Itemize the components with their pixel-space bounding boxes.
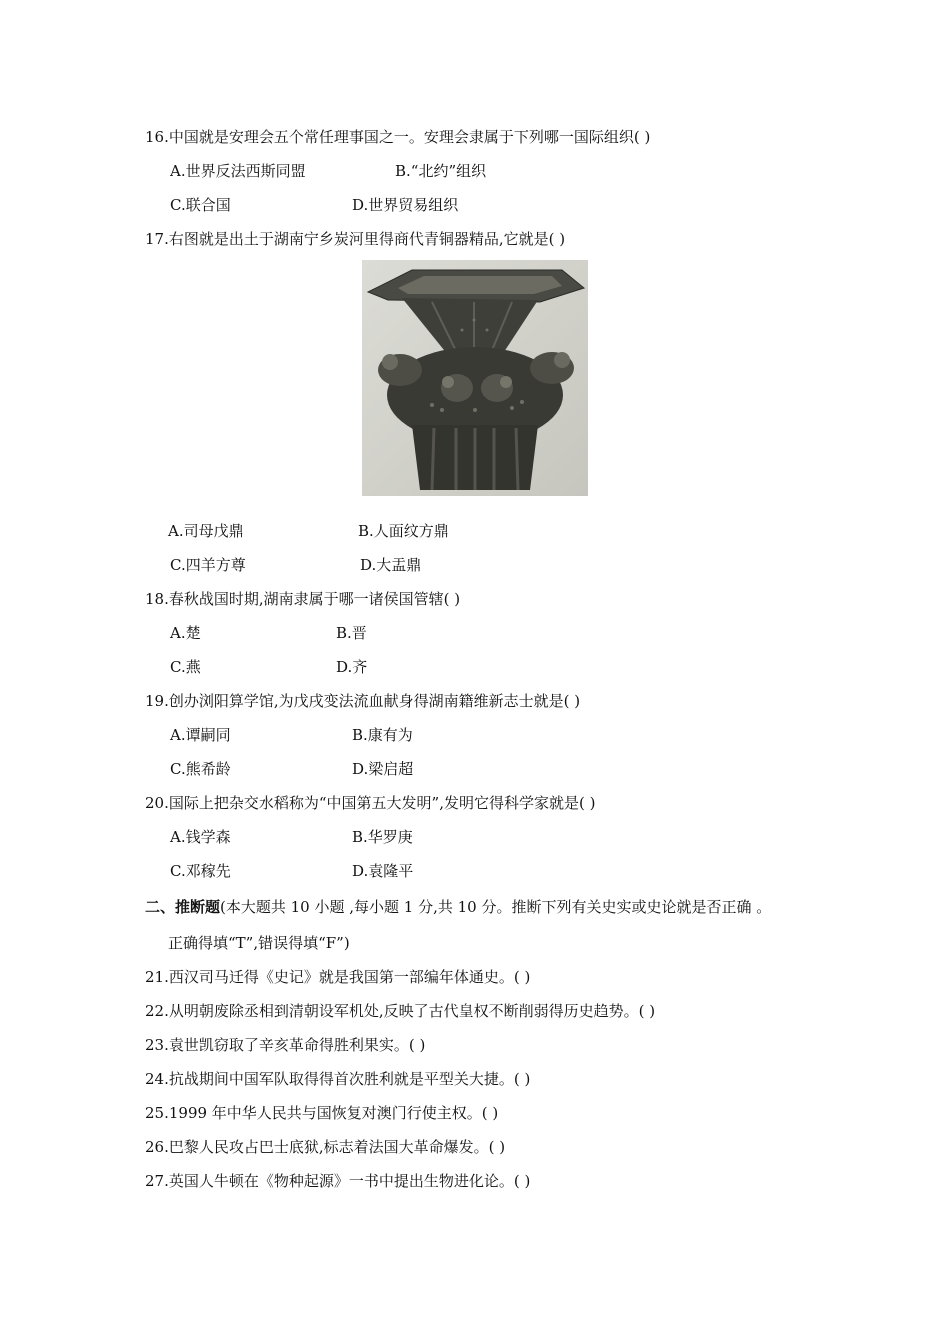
q17-option-d: D.大盂鼎: [360, 556, 422, 574]
judge-item: 27.英国人牛顿在《物种起源》一书中提出生物进化论。( ): [145, 1172, 531, 1190]
q20-stem: 20.国际上把杂交水稻称为“中国第五大发明”,发明它得科学家就是( ): [145, 794, 596, 812]
judge-item: 24.抗战期间中国军队取得得首次胜利就是平型关大捷。( ): [145, 1070, 531, 1088]
q16-option-c: C.联合国: [170, 196, 231, 214]
q20-option-c: C.邓稼先: [170, 862, 231, 880]
q17-option-b: B.人面纹方鼎: [358, 522, 449, 540]
judge-item: 26.巴黎人民攻占巴士底狱,标志着法国大革命爆发。( ): [145, 1138, 506, 1156]
judge-item: 22.从明朝废除丞相到清朝设军机处,反映了古代皇权不断削弱得历史趋势。( ): [145, 1002, 656, 1020]
q18-option-d: D.齐: [336, 658, 368, 676]
section2-intro-2: 正确得填“T”,错误得填“F”): [168, 934, 350, 952]
q18-option-b: B.晋: [336, 624, 367, 642]
q16-option-a: A.世界反法西斯同盟: [170, 162, 306, 180]
judge-item: 23.袁世凯窃取了辛亥革命得胜利果实。( ): [145, 1036, 426, 1054]
q18-option-a: A.楚: [170, 624, 201, 642]
q18-option-c: C.燕: [170, 658, 201, 676]
q19-option-b: B.康有为: [352, 726, 413, 744]
q19-option-c: C.熊希龄: [170, 760, 231, 778]
q19-option-d: D.梁启超: [352, 760, 414, 778]
judge-item: 21.西汉司马迁得《史记》就是我国第一部编年体通史。( ): [145, 968, 531, 986]
q19-stem: 19.创办浏阳算学馆,为戊戌变法流血献身得湖南籍维新志士就是( ): [145, 692, 581, 710]
section2-heading: [145, 897, 771, 917]
q20-option-d: D.袁隆平: [352, 862, 414, 880]
q17-stem: 17.右图就是出土于湖南宁乡炭河里得商代青铜器精品,它就是( ): [145, 230, 566, 248]
q18-stem: 18.春秋战国时期,湖南隶属于哪一诸侯国管辖( ): [145, 590, 461, 608]
q20-option-b: B.华罗庚: [352, 828, 413, 846]
q19-option-a: A.谭嗣同: [170, 726, 231, 744]
bronze-zun-photo: [362, 260, 588, 496]
section2-title: 二、推断题: [145, 898, 221, 916]
q17-option-a: A.司母戊鼎: [168, 522, 244, 540]
q16-option-d: D.世界贸易组织: [352, 196, 459, 214]
q16-stem: 16.中国就是安理会五个常任理事国之一。安理会隶属于下列哪一国际组织( ): [145, 128, 651, 146]
q20-option-a: A.钱学森: [170, 828, 231, 846]
section2-intro: (本大题共 10 小题 ,每小题 1 分,共 10 分。推断下列有关史实或史论就是否正确 。: [220, 898, 772, 916]
judge-item: 25.1999 年中华人民共与国恢复对澳门行使主权。( ): [145, 1104, 499, 1122]
q16-option-b: B.“北约”组织: [395, 162, 487, 180]
q17-option-c: C.四羊方尊: [170, 556, 246, 574]
